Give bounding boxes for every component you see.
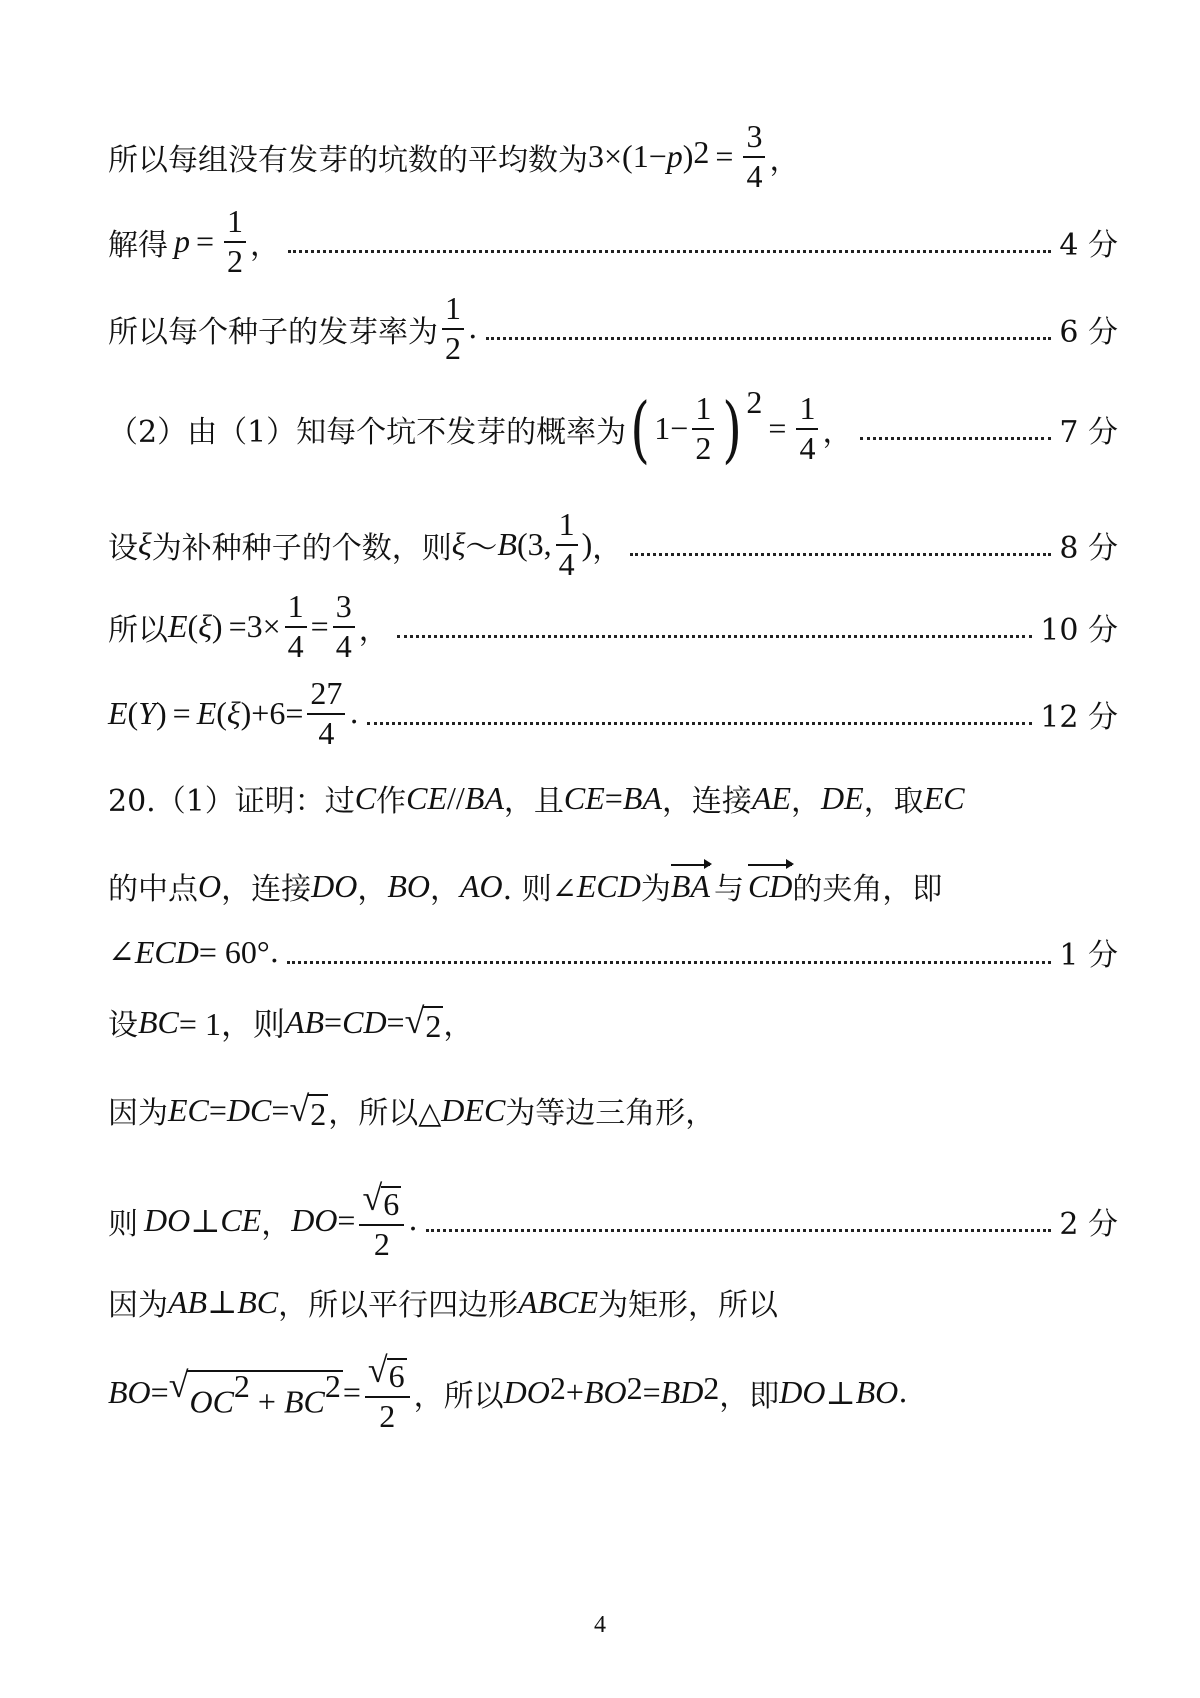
denominator: 4 [746, 157, 763, 194]
math-var: BO [108, 1374, 151, 1411]
equals: = [342, 1374, 361, 1411]
score: 12 分 [1040, 699, 1118, 735]
line-bo-length [108, 1352, 1118, 1433]
equals: = [271, 1091, 290, 1128]
math-var: ξ [198, 608, 212, 645]
radicand: 6 [383, 1186, 400, 1222]
text: 的夹角，即 [792, 872, 943, 907]
punct: . [408, 1203, 418, 1239]
math-var: Y [138, 695, 156, 732]
sqrt [289, 1088, 328, 1133]
equals: = [310, 608, 329, 645]
fraction [224, 205, 246, 278]
punct: ， [250, 227, 281, 263]
math-var: AB [284, 1003, 325, 1040]
math-var: DO [144, 1202, 191, 1239]
math-var: B [497, 526, 517, 563]
text: . 则∠ [502, 872, 577, 907]
text: 所以 [108, 612, 168, 648]
numerator: 1 [796, 392, 818, 430]
exponent: 2 [693, 134, 710, 171]
line-expectation-y [108, 677, 1118, 750]
text: ， [261, 1206, 292, 1242]
fraction [692, 392, 714, 465]
page-number: 4 [594, 1612, 606, 1638]
equals: = [768, 410, 787, 447]
leader-dots [397, 635, 1033, 638]
equals: = [196, 223, 215, 260]
math-var: DO [779, 1374, 826, 1411]
sqrt [362, 1180, 401, 1222]
denominator: 4 [287, 627, 304, 664]
leader-dots [288, 250, 1051, 253]
radical-sign: √ [362, 1178, 383, 1218]
math-var: p [666, 138, 683, 175]
math-var: BC [283, 1383, 325, 1420]
math-var: C [354, 779, 377, 816]
text: ，且 [503, 784, 564, 819]
text: 设 [108, 530, 138, 566]
exponent: 2 [549, 1370, 566, 1407]
numerator [365, 1352, 410, 1398]
denominator: 2 [695, 429, 712, 466]
math-var: CE [563, 779, 605, 816]
line-sprout-rate [108, 292, 1118, 365]
math-var: BA [464, 779, 504, 816]
text: 所以每个种子的发芽率为 [108, 314, 438, 350]
text: ，取 [863, 784, 924, 819]
line-pit-not-sprout-prob [108, 384, 1118, 471]
numerator: 1 [285, 590, 307, 628]
sqrt [169, 1364, 343, 1421]
score: 6 分 [1059, 314, 1118, 350]
vector-cd: CD [747, 867, 793, 904]
text: ，所以△ [328, 1096, 442, 1131]
denominator: 2 [445, 329, 461, 366]
fraction [333, 590, 355, 663]
text: ， [429, 872, 460, 907]
math-var: E [168, 608, 188, 645]
math-var: CE [406, 779, 448, 816]
math-var: DO [503, 1374, 550, 1411]
math-var: ξ [451, 526, 466, 563]
numerator: 1 [692, 392, 714, 430]
math: = 60° [198, 933, 270, 970]
text: 与 [713, 872, 744, 907]
radical-sign: √ [404, 1000, 425, 1041]
text: ， [357, 872, 388, 907]
math-var: BA [622, 779, 662, 816]
line-expectation-xi [108, 590, 1118, 663]
math-var: BO [387, 867, 430, 904]
math-var: ECD [134, 933, 199, 970]
text: 20.（1）证明：过 [108, 784, 355, 819]
numerator: 1 [442, 292, 464, 330]
denominator: 4 [318, 714, 335, 751]
paren-right: ) [722, 386, 743, 471]
math-var: CD [342, 1003, 387, 1040]
equals: = [642, 1374, 661, 1411]
math-var: AO [459, 867, 503, 904]
math-var: p [174, 223, 190, 260]
punct: ， [443, 1008, 474, 1043]
radicand: 6 [388, 1358, 405, 1394]
line-equilateral [108, 1088, 1118, 1132]
punct: ， [769, 142, 800, 178]
text: 作 [376, 784, 407, 819]
line-binomial [108, 508, 1118, 581]
math: +6= [251, 695, 304, 732]
exponent: 2 [626, 1370, 643, 1407]
equals: = [150, 1374, 169, 1411]
math-var: ξ [226, 695, 241, 732]
math: (3, [516, 526, 552, 563]
numerator: 27 [307, 677, 345, 715]
angle-symbol: ∠ [108, 934, 135, 970]
text: ，即 [719, 1378, 780, 1414]
leader-dots [860, 437, 1051, 440]
fraction [365, 1352, 410, 1433]
math-var: DE [821, 779, 864, 816]
exponent: 2 [233, 1368, 250, 1405]
denominator: 2 [379, 1397, 396, 1434]
radicand: 2 [310, 1095, 327, 1132]
math: = 1，则 [178, 1006, 285, 1042]
exponent: 2 [746, 384, 763, 421]
math-var: ABCE [518, 1283, 599, 1320]
radical-sign: √ [367, 1350, 388, 1390]
fraction [743, 120, 765, 193]
math: =3× [228, 608, 281, 645]
denominator: 4 [799, 429, 816, 466]
math-var: BC [237, 1283, 279, 1320]
numerator [359, 1180, 404, 1226]
fraction [442, 292, 464, 365]
text: ，连接 [221, 872, 312, 907]
math-var: DO [311, 867, 358, 904]
radical-sign: √ [289, 1088, 310, 1129]
math-var: BO [855, 1374, 899, 1411]
score: 8 分 [1059, 530, 1118, 566]
math-var: O [198, 867, 222, 904]
paren-left: ( [630, 386, 651, 471]
math-var: DC [226, 1091, 272, 1128]
line-proof-20 [108, 778, 1118, 818]
line-midpoint [108, 866, 1118, 906]
leader-dots [287, 961, 1051, 964]
math: ) [682, 138, 694, 175]
text: 为等边三角形， [505, 1096, 716, 1131]
paren: ) [156, 695, 167, 732]
math-var: EC [923, 779, 965, 816]
text: 因为 [108, 1096, 168, 1131]
text: 因为 [108, 1288, 168, 1323]
perp: ⊥ [190, 1202, 221, 1239]
punct: . [898, 1375, 908, 1411]
math-var: DEC [441, 1091, 506, 1128]
line-solve-p [108, 205, 1118, 278]
numerator: 1 [556, 508, 578, 546]
score: 2 分 [1059, 1206, 1118, 1242]
math-var: ECD [576, 867, 641, 904]
parallel: // [447, 779, 465, 816]
fraction [307, 677, 345, 750]
text: 为 [640, 872, 671, 907]
score: 10 分 [1040, 612, 1118, 648]
math-var: BD [660, 1374, 704, 1411]
equals: = [386, 1003, 405, 1040]
denominator: 2 [373, 1225, 390, 1262]
line-set-bc [108, 1000, 1118, 1044]
text: ，所以平行四边形 [278, 1288, 519, 1323]
math: 3×(1− [588, 138, 667, 175]
math-var: ξ [138, 526, 152, 563]
math-var: OC [189, 1383, 234, 1420]
plus: + [249, 1383, 284, 1420]
paren: ( [216, 695, 227, 732]
line-angle-60 [108, 932, 1118, 972]
score: 1 分 [1059, 938, 1118, 973]
radical-sign: √ [168, 1365, 189, 1406]
line-avg-not-sprouted [108, 120, 1118, 193]
punct: ， [592, 530, 623, 566]
tilde: ～ [465, 528, 498, 565]
fraction [285, 590, 307, 663]
text: 的中点 [108, 872, 198, 907]
text: 设 [108, 1008, 138, 1043]
exponent: 2 [324, 1368, 341, 1405]
leader-dots [630, 553, 1051, 556]
math-var: BO [583, 1374, 627, 1411]
equals: = [172, 695, 191, 732]
denominator: 2 [227, 242, 244, 279]
punct: ， [358, 612, 389, 648]
perp: ⊥ [825, 1374, 856, 1411]
leader-dots [486, 337, 1052, 340]
punct: . [468, 311, 478, 347]
leader-dots [367, 722, 1032, 725]
equals: = [324, 1003, 343, 1040]
leader-dots [426, 1229, 1052, 1232]
text: 则 [108, 1206, 138, 1242]
paren: ( [187, 608, 199, 645]
math-var: E [108, 695, 128, 732]
math-var: DO [291, 1202, 338, 1239]
math-var: AE [751, 779, 792, 816]
exponent: 2 [703, 1370, 720, 1407]
math-var: AB [168, 1283, 208, 1320]
paren: ( [127, 695, 139, 732]
numerator: 3 [743, 120, 765, 158]
plus: + [565, 1374, 584, 1411]
sqrt [368, 1352, 407, 1394]
equals: = [715, 138, 734, 175]
paren: ) [240, 695, 252, 732]
fraction [359, 1180, 404, 1261]
equals: = [208, 1091, 227, 1128]
text: 为矩形，所以 [598, 1288, 779, 1323]
text: ，所以 [413, 1378, 504, 1414]
numerator: 3 [333, 590, 355, 628]
vector-ba: BA [670, 867, 710, 904]
score: 4 分 [1059, 227, 1118, 263]
paren: ) [211, 608, 223, 645]
text: 解得 [108, 227, 168, 263]
fraction [556, 508, 578, 581]
punct: . [349, 696, 359, 732]
equals: = [604, 779, 623, 816]
text: ，连接 [661, 784, 752, 819]
math-var: E [196, 695, 217, 732]
denominator: 4 [335, 627, 352, 664]
text: 所以每组没有发芽的坑数的平均数为 [108, 142, 588, 178]
equals: = [337, 1202, 356, 1239]
radicand: 2 [425, 1007, 442, 1044]
fraction [796, 392, 818, 465]
line-do-perp [108, 1180, 1118, 1261]
radicand [187, 1370, 342, 1421]
sqrt [405, 1000, 444, 1045]
text: （2）由（1）知每个坑不发芽的概率为 [108, 414, 627, 450]
punct: ， [822, 414, 853, 450]
perp: ⊥ [207, 1284, 238, 1320]
math: ) [581, 526, 593, 563]
line-rectangle [108, 1280, 1118, 1324]
math-var: CE [220, 1202, 262, 1239]
math-var: BC [138, 1003, 179, 1040]
math: 1− [654, 410, 689, 447]
numerator: 1 [224, 205, 246, 243]
text: ， [791, 784, 822, 819]
punct: . [269, 934, 280, 970]
math-var: EC [168, 1091, 209, 1128]
denominator: 4 [558, 545, 575, 582]
text: 为补种种子的个数，则 [151, 530, 452, 566]
score: 7 分 [1059, 414, 1118, 450]
